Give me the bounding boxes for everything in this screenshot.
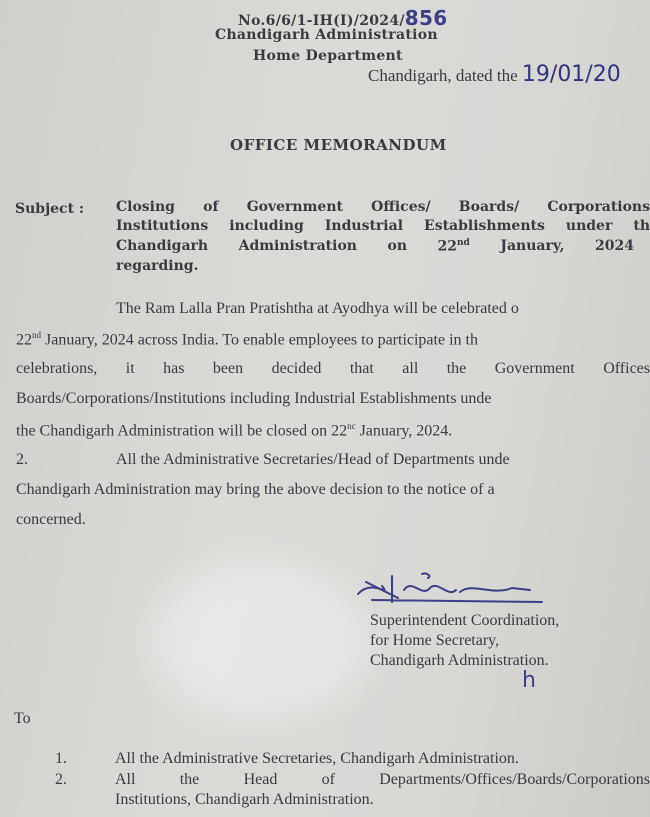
subject-date: 22nd [437,238,470,255]
subject-text: Institutions including Industrial Establishments under th [116,218,650,234]
organization-name: Chandigarh Administration [215,27,438,43]
subject-line-4: regarding. [116,258,199,274]
signature-line-2: for Home Secretary, [370,632,500,649]
superscript: nd [457,238,470,248]
distribution-item-2-number: 2. [55,771,67,788]
department-name: Home Department [253,48,403,64]
paragraph-2-line-3: concerned. [16,511,86,528]
paragraph-2-number: 2. [16,451,28,468]
to-label: To [14,710,31,727]
distribution-text: All the Head of Departments/Offices/Boards/Corporations [115,771,650,788]
paragraph-text: January, 2024 across India. To enable employees to participate in th [45,331,478,349]
paragraph-1-line-4: Boards/Corporations/Institutions including Industrial Establishments unde [16,390,492,407]
subject-text: January, [500,238,565,254]
subject-text: on [387,238,408,254]
distribution-item-2-line-2: Institutions, Chandigarh Administration. [115,791,374,808]
paragraph-1-line-3 [16,360,650,378]
dated-line [368,62,621,87]
distribution-item-1-number: 1. [55,750,67,767]
distribution-item-1: All the Administrative Secretaries, Chandigarh Administration. [115,750,519,767]
memo-title: OFFICE MEMORANDUM [230,136,447,154]
dated-handwritten: 19/01/20 [521,62,621,87]
signature-line-3: Chandigarh Administration. [370,652,549,669]
subject-text: Chandigarh [116,238,209,254]
subject-text: Administration [238,238,357,254]
subject-line-2 [116,218,650,234]
paragraph-2-line-1: All the Administrative Secretaries/Head of Departments unde [116,451,510,468]
superscript: nc [347,421,356,431]
signature-scribble [352,568,552,610]
distribution-item-2-line-1 [115,771,650,789]
subject-text: Closing of Government Offices/ Boards/ Corporations [116,199,650,215]
paragraph-2-line-2: Chandigarh Administration may bring the above decision to the notice of a [16,481,495,498]
paragraph-1-line-2 [16,330,478,349]
subject-line-1 [116,199,650,215]
subject-label: Subject : [15,201,85,217]
dated-prefix: Chandigarh, dated the [368,66,518,85]
date-day: 22 [16,331,32,349]
paragraph-text: celebrations, it has been decided that all the Government Offices [16,360,650,377]
handwritten-initial: h [522,668,536,693]
subject-text: 2024 [595,238,634,254]
subject-line-3 [116,238,634,255]
superscript: nd [32,330,41,340]
paragraph-1-line-1: The Ram Lalla Pran Pratishtha at Ayodhya will be celebrated o [116,300,519,317]
photo-glare [150,560,370,720]
signature-line-1: Superintendent Coordination, [370,612,560,629]
paragraph-text: January, 2024. [355,422,453,440]
reference-number-printed: No.6/6/1-IH(I)/2024/ [238,13,405,29]
paragraph-text: the Chandigarh Administration will be closed on 22 [16,422,348,440]
paragraph-1-line-5 [16,421,452,440]
reference-number-handwritten: 856 [404,6,448,30]
